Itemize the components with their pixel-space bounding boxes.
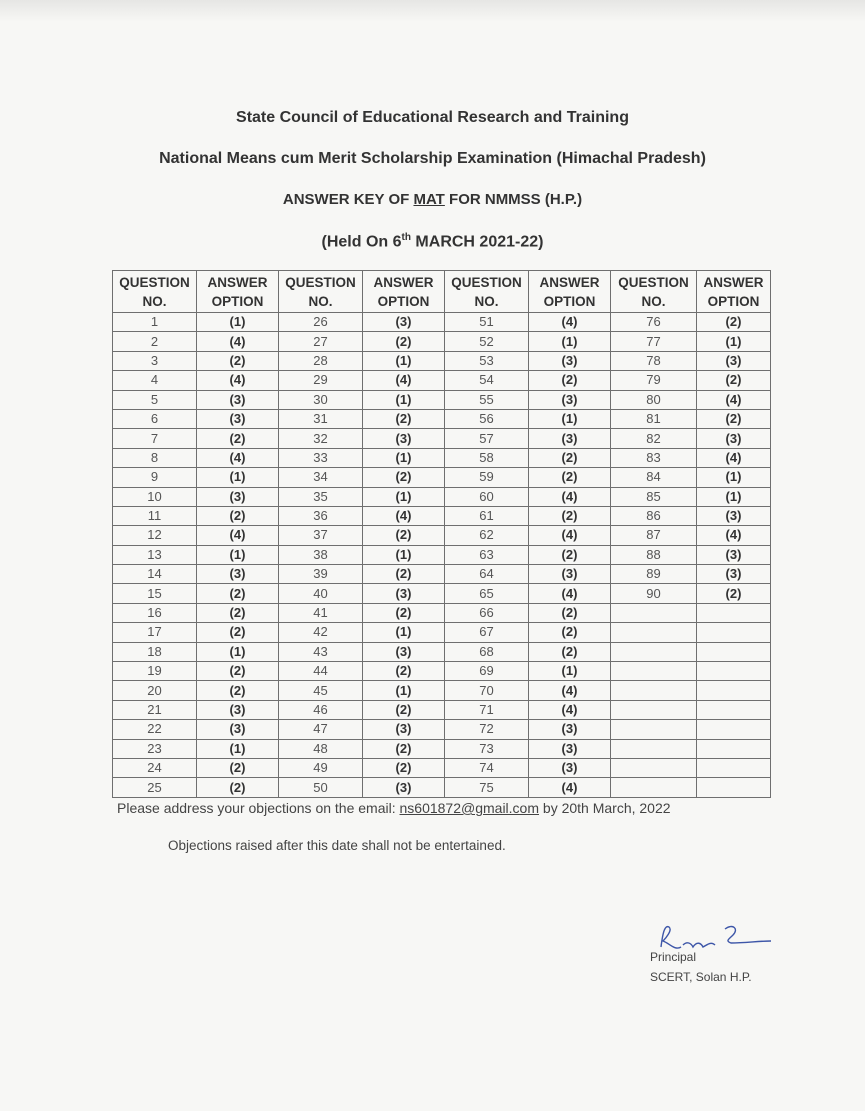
answer-option-cell: (1) [197, 468, 279, 487]
objection-pre: Please address your objections on the email: [117, 800, 400, 816]
column-header: QUESTION NO. [279, 271, 363, 313]
answer-key-title-pre: ANSWER KEY OF [282, 191, 414, 208]
answer-option-cell: (1) [197, 642, 279, 661]
question-number-cell: 30 [279, 390, 363, 409]
answer-option-cell: (1) [363, 390, 445, 409]
answer-option-cell: (1) [697, 468, 771, 487]
answer-option-cell [697, 642, 771, 661]
answer-option-cell: (2) [197, 778, 279, 797]
question-number-cell [611, 778, 697, 797]
answer-option-cell: (4) [197, 332, 279, 351]
question-number-cell: 57 [445, 429, 529, 448]
answer-option-cell: (4) [529, 681, 611, 700]
column-header: ANSWER OPTION [363, 271, 445, 313]
answer-option-cell: (3) [529, 739, 611, 758]
table-row [113, 662, 771, 681]
question-number-cell: 77 [611, 332, 697, 351]
question-number-cell: 29 [279, 371, 363, 390]
question-number-cell: 55 [445, 390, 529, 409]
answer-option-cell: (1) [363, 448, 445, 467]
table-row [113, 429, 771, 448]
question-number-cell: 3 [113, 351, 197, 370]
question-number-cell: 8 [113, 448, 197, 467]
answer-option-cell: (2) [197, 662, 279, 681]
answer-option-cell: (1) [697, 487, 771, 506]
answer-option-cell: (2) [197, 429, 279, 448]
question-number-cell: 22 [113, 720, 197, 739]
question-number-cell [611, 642, 697, 661]
question-number-cell [611, 603, 697, 622]
answer-option-cell: (3) [697, 565, 771, 584]
question-number-cell: 85 [611, 487, 697, 506]
question-number-cell [611, 720, 697, 739]
answer-key-table [112, 270, 771, 798]
answer-option-cell [697, 623, 771, 642]
answer-option-cell: (2) [363, 662, 445, 681]
answer-option-cell: (3) [529, 565, 611, 584]
table-row [113, 623, 771, 642]
question-number-cell: 5 [113, 390, 197, 409]
answer-option-cell: (2) [197, 351, 279, 370]
table-row [113, 332, 771, 351]
answer-option-cell: (1) [197, 545, 279, 564]
question-number-cell: 14 [113, 565, 197, 584]
question-number-cell: 42 [279, 623, 363, 642]
answer-option-cell: (3) [197, 565, 279, 584]
answer-option-cell: (3) [363, 642, 445, 661]
answer-option-cell: (3) [697, 351, 771, 370]
table-row [113, 565, 771, 584]
question-number-cell [611, 662, 697, 681]
answer-option-cell: (2) [529, 468, 611, 487]
question-number-cell: 31 [279, 409, 363, 428]
answer-option-cell [697, 778, 771, 797]
question-number-cell: 26 [279, 313, 363, 332]
answer-option-cell: (4) [697, 448, 771, 467]
question-number-cell: 47 [279, 720, 363, 739]
question-number-cell: 41 [279, 603, 363, 622]
question-number-cell: 50 [279, 778, 363, 797]
answer-option-cell: (2) [529, 623, 611, 642]
answer-option-cell: (2) [529, 448, 611, 467]
answer-option-cell: (2) [363, 526, 445, 545]
answer-option-cell: (1) [197, 313, 279, 332]
objection-email-link[interactable]: ns601872@gmail.com [399, 800, 540, 816]
table-row [113, 642, 771, 661]
table-row [113, 739, 771, 758]
question-number-cell: 25 [113, 778, 197, 797]
exam-title: National Means cum Merit Scholarship Examination (Himachal Pradesh) [159, 150, 706, 167]
question-number-cell: 84 [611, 468, 697, 487]
question-number-cell: 66 [445, 603, 529, 622]
question-number-cell: 48 [279, 739, 363, 758]
question-number-cell: 54 [445, 371, 529, 390]
question-number-cell: 68 [445, 642, 529, 661]
question-number-cell: 86 [611, 506, 697, 525]
objection-post: by 20th March, 2022 [539, 800, 671, 816]
table-row [113, 390, 771, 409]
question-number-cell: 1 [113, 313, 197, 332]
answer-option-cell: (2) [529, 642, 611, 661]
question-number-cell [611, 623, 697, 642]
question-number-cell: 87 [611, 526, 697, 545]
answer-option-cell: (2) [363, 468, 445, 487]
answer-option-cell: (3) [363, 778, 445, 797]
answer-option-cell: (2) [697, 371, 771, 390]
table-row [113, 720, 771, 739]
signatory-office: SCERT, Solan H.P. [650, 970, 752, 984]
answer-option-cell: (2) [363, 758, 445, 777]
answer-option-cell: (2) [363, 565, 445, 584]
question-number-cell: 7 [113, 429, 197, 448]
question-number-cell: 83 [611, 448, 697, 467]
answer-option-cell: (2) [363, 332, 445, 351]
answer-option-cell: (3) [529, 758, 611, 777]
answer-option-cell: (4) [529, 778, 611, 797]
question-number-cell: 80 [611, 390, 697, 409]
question-number-cell: 39 [279, 565, 363, 584]
question-number-cell: 70 [445, 681, 529, 700]
question-number-cell: 11 [113, 506, 197, 525]
question-number-cell: 21 [113, 700, 197, 719]
answer-option-cell: (2) [197, 623, 279, 642]
answer-option-cell: (1) [363, 487, 445, 506]
question-number-cell [611, 700, 697, 719]
answer-option-cell: (1) [197, 739, 279, 758]
answer-option-cell: (1) [529, 332, 611, 351]
table-row [113, 487, 771, 506]
answer-option-cell: (4) [197, 526, 279, 545]
answer-option-cell: (3) [529, 429, 611, 448]
answer-option-cell: (2) [697, 584, 771, 603]
answer-option-cell: (2) [529, 506, 611, 525]
question-number-cell: 51 [445, 313, 529, 332]
question-number-cell: 2 [113, 332, 197, 351]
answer-option-cell [697, 739, 771, 758]
answer-option-cell [697, 758, 771, 777]
answer-option-cell: (3) [697, 506, 771, 525]
objection-instructions [117, 800, 671, 816]
question-number-cell: 35 [279, 487, 363, 506]
answer-option-cell: (2) [363, 739, 445, 758]
question-number-cell: 37 [279, 526, 363, 545]
column-header: ANSWER OPTION [197, 271, 279, 313]
question-number-cell: 40 [279, 584, 363, 603]
question-number-cell: 67 [445, 623, 529, 642]
answer-option-cell: (3) [363, 720, 445, 739]
table-row [113, 778, 771, 797]
question-number-cell: 28 [279, 351, 363, 370]
question-number-cell: 65 [445, 584, 529, 603]
signatory-title: Principal [650, 950, 697, 964]
mat-underlined: MAT [413, 191, 445, 208]
answer-option-cell: (3) [197, 700, 279, 719]
answer-option-cell: (3) [529, 720, 611, 739]
question-number-cell: 32 [279, 429, 363, 448]
answer-option-cell: (3) [529, 390, 611, 409]
question-number-cell: 63 [445, 545, 529, 564]
question-number-cell: 76 [611, 313, 697, 332]
answer-option-cell: (2) [529, 545, 611, 564]
question-number-cell: 13 [113, 545, 197, 564]
question-number-cell: 16 [113, 603, 197, 622]
question-number-cell [611, 758, 697, 777]
question-number-cell: 74 [445, 758, 529, 777]
answer-option-cell: (2) [697, 313, 771, 332]
question-number-cell: 58 [445, 448, 529, 467]
answer-option-cell: (2) [529, 603, 611, 622]
question-number-cell: 52 [445, 332, 529, 351]
question-number-cell: 78 [611, 351, 697, 370]
answer-option-cell: (3) [197, 720, 279, 739]
answer-option-cell: (3) [363, 313, 445, 332]
question-number-cell: 27 [279, 332, 363, 351]
table-row [113, 468, 771, 487]
question-number-cell: 60 [445, 487, 529, 506]
answer-option-cell [697, 700, 771, 719]
answer-option-cell: (4) [197, 448, 279, 467]
answer-option-cell: (1) [529, 409, 611, 428]
answer-key-title-post: FOR NMMSS (H.P.) [444, 191, 583, 208]
question-number-cell: 72 [445, 720, 529, 739]
answer-option-cell: (2) [363, 409, 445, 428]
question-number-cell: 20 [113, 681, 197, 700]
question-number-cell: 17 [113, 623, 197, 642]
answer-option-cell: (4) [363, 371, 445, 390]
answer-option-cell: (4) [529, 313, 611, 332]
answer-option-cell: (3) [363, 584, 445, 603]
table-row [113, 681, 771, 700]
table-row [113, 506, 771, 525]
table-row [113, 371, 771, 390]
question-number-cell: 53 [445, 351, 529, 370]
answer-option-cell: (2) [197, 681, 279, 700]
answer-option-cell: (2) [197, 603, 279, 622]
answer-option-cell: (2) [197, 584, 279, 603]
exam-date-pre: (Held On 6 [321, 233, 402, 251]
answer-option-cell [697, 681, 771, 700]
question-number-cell: 56 [445, 409, 529, 428]
answer-option-cell: (1) [363, 351, 445, 370]
question-number-cell: 61 [445, 506, 529, 525]
answer-option-cell: (4) [529, 584, 611, 603]
answer-option-cell: (1) [529, 662, 611, 681]
question-number-cell: 33 [279, 448, 363, 467]
question-number-cell: 90 [611, 584, 697, 603]
question-number-cell: 82 [611, 429, 697, 448]
column-header: ANSWER OPTION [529, 271, 611, 313]
question-number-cell: 73 [445, 739, 529, 758]
question-number-cell: 71 [445, 700, 529, 719]
question-number-cell: 12 [113, 526, 197, 545]
question-number-cell: 79 [611, 371, 697, 390]
table-header-row [113, 271, 771, 313]
answer-key-title [0, 191, 865, 208]
table-row [113, 545, 771, 564]
answer-option-cell: (1) [363, 681, 445, 700]
answer-option-cell: (2) [697, 409, 771, 428]
question-number-cell [611, 739, 697, 758]
question-number-cell: 45 [279, 681, 363, 700]
column-header: QUESTION NO. [611, 271, 697, 313]
answer-option-cell [697, 662, 771, 681]
exam-date [0, 232, 865, 251]
answer-option-cell: (1) [363, 545, 445, 564]
answer-option-cell: (2) [363, 700, 445, 719]
table-row [113, 351, 771, 370]
table-row [113, 313, 771, 332]
answer-option-cell: (4) [529, 487, 611, 506]
answer-option-cell: (4) [363, 506, 445, 525]
question-number-cell: 38 [279, 545, 363, 564]
question-number-cell: 75 [445, 778, 529, 797]
answer-option-cell: (4) [529, 700, 611, 719]
answer-option-cell [697, 603, 771, 622]
answer-option-cell: (2) [197, 758, 279, 777]
question-number-cell [611, 681, 697, 700]
answer-option-cell [697, 720, 771, 739]
question-number-cell: 15 [113, 584, 197, 603]
answer-option-cell: (4) [697, 390, 771, 409]
answer-option-cell: (3) [697, 545, 771, 564]
answer-option-cell: (2) [363, 603, 445, 622]
question-number-cell: 64 [445, 565, 529, 584]
exam-date-post: MARCH 2021-22) [410, 233, 544, 251]
answer-option-cell: (1) [697, 332, 771, 351]
question-number-cell: 24 [113, 758, 197, 777]
column-header: QUESTION NO. [113, 271, 197, 313]
question-number-cell: 81 [611, 409, 697, 428]
question-number-cell: 23 [113, 739, 197, 758]
question-number-cell: 89 [611, 565, 697, 584]
answer-option-cell: (1) [363, 623, 445, 642]
question-number-cell: 6 [113, 409, 197, 428]
answer-option-cell: (4) [529, 526, 611, 545]
objection-deadline-note: Objections raised after this date shall not be entertained. [168, 838, 506, 853]
question-number-cell: 44 [279, 662, 363, 681]
question-number-cell: 43 [279, 642, 363, 661]
answer-option-cell: (3) [197, 409, 279, 428]
question-number-cell: 49 [279, 758, 363, 777]
table-row [113, 700, 771, 719]
answer-option-cell: (3) [363, 429, 445, 448]
answer-option-cell: (3) [197, 487, 279, 506]
answer-option-cell: (3) [197, 390, 279, 409]
scan-top-band [0, 0, 865, 22]
answer-option-cell: (4) [697, 526, 771, 545]
question-number-cell: 59 [445, 468, 529, 487]
question-number-cell: 36 [279, 506, 363, 525]
question-number-cell: 62 [445, 526, 529, 545]
question-number-cell: 34 [279, 468, 363, 487]
question-number-cell: 88 [611, 545, 697, 564]
answer-option-cell: (4) [197, 371, 279, 390]
table-row [113, 526, 771, 545]
answer-option-cell: (3) [697, 429, 771, 448]
table-row [113, 603, 771, 622]
table-row [113, 409, 771, 428]
table-row [113, 584, 771, 603]
council-title: State Council of Educational Research and Training [236, 109, 629, 126]
answer-option-cell: (2) [529, 371, 611, 390]
column-header: ANSWER OPTION [697, 271, 771, 313]
table-row [113, 448, 771, 467]
question-number-cell: 19 [113, 662, 197, 681]
exam-date-sup: th [401, 232, 411, 243]
question-number-cell: 46 [279, 700, 363, 719]
question-number-cell: 4 [113, 371, 197, 390]
answer-option-cell: (2) [197, 506, 279, 525]
column-header: QUESTION NO. [445, 271, 529, 313]
question-number-cell: 9 [113, 468, 197, 487]
question-number-cell: 10 [113, 487, 197, 506]
question-number-cell: 69 [445, 662, 529, 681]
question-number-cell: 18 [113, 642, 197, 661]
table-row [113, 758, 771, 777]
answer-option-cell: (3) [529, 351, 611, 370]
